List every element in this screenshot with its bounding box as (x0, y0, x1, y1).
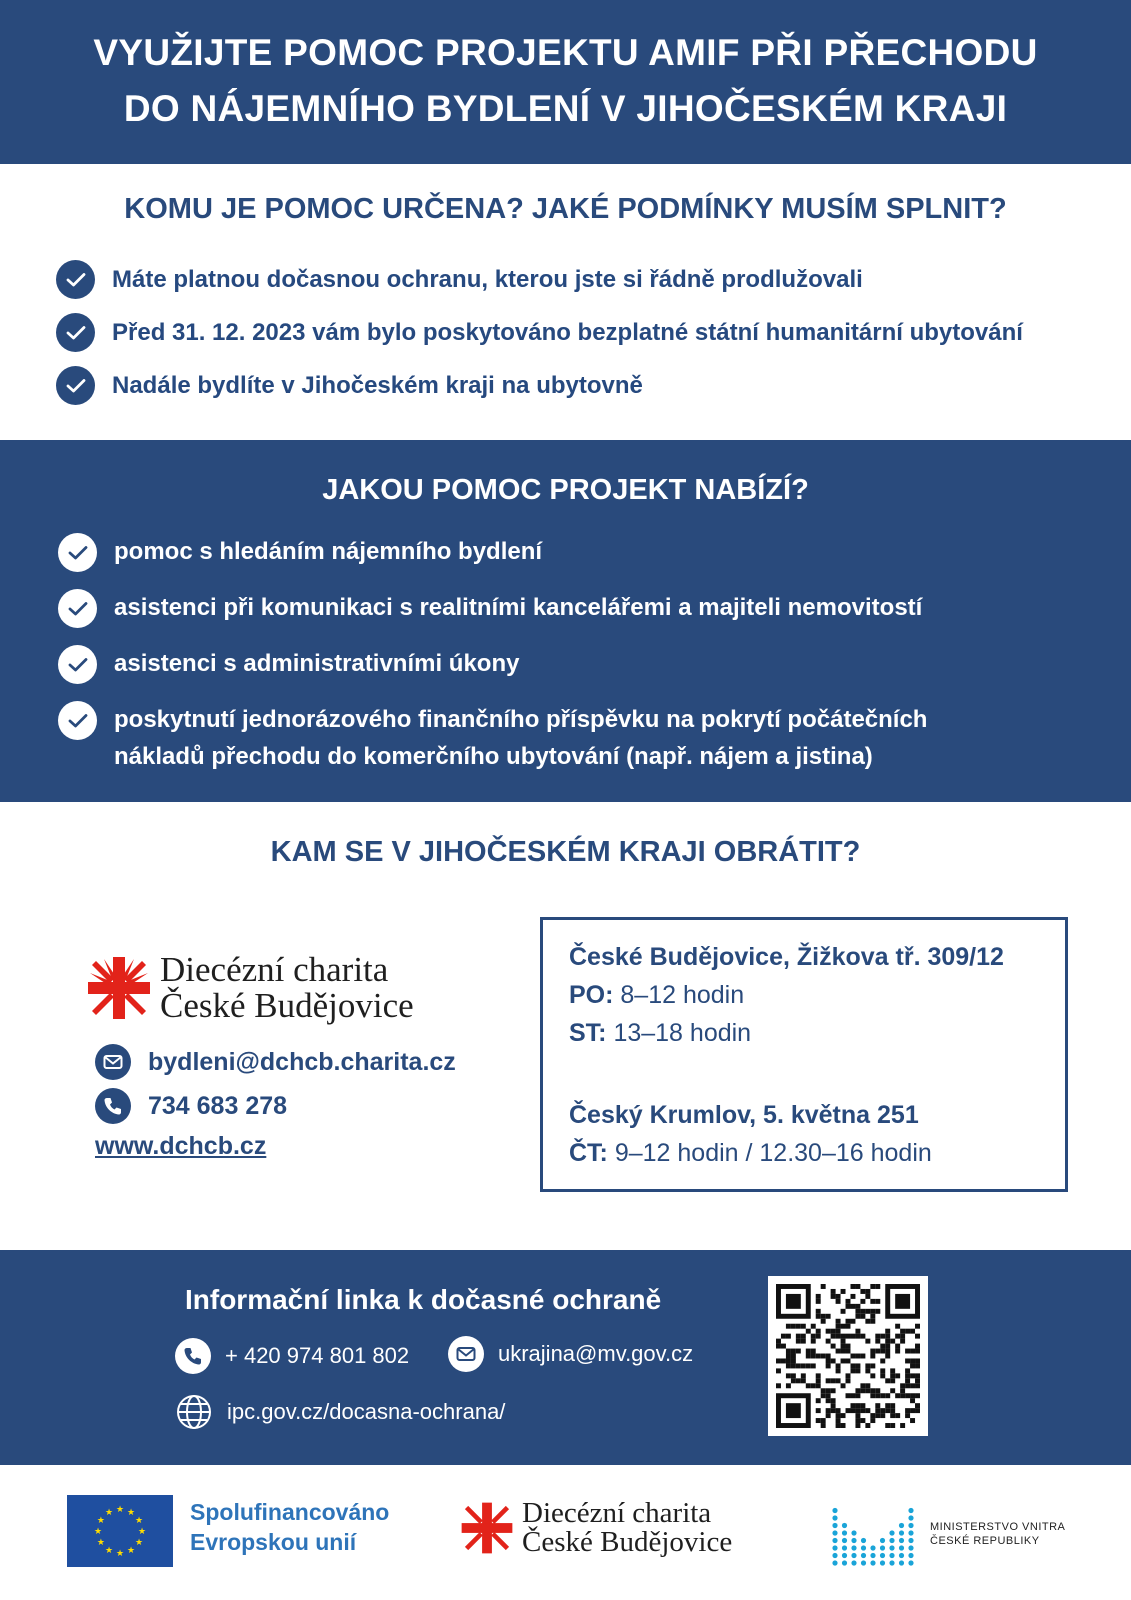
info-web (175, 1393, 505, 1431)
check-icon (56, 366, 95, 405)
eu-star-icon: ★ (104, 1506, 114, 1517)
info-phone (175, 1338, 409, 1374)
conditions-list (56, 253, 1023, 412)
title-line-1: VYUŽIJTE POMOC PROJEKTU AMIF PŘI PŘECHODU (93, 32, 1038, 73)
offer-section (0, 440, 1131, 802)
day-label: ČT: (569, 1139, 608, 1167)
check-icon (58, 533, 97, 572)
phone-number[interactable]: 734 683 278 (148, 1091, 288, 1120)
hours-value: 13–18 hodin (606, 1019, 752, 1047)
ministry-dots-icon (830, 1501, 916, 1567)
eu-star-icon: ★ (126, 1545, 136, 1556)
charita-cross-icon (86, 955, 152, 1021)
org-line-2: České Budějovice (160, 986, 414, 1025)
eu-cofinanced-text (190, 1497, 389, 1557)
list-item (58, 701, 994, 775)
info-title: Informační linka k dočasné ochraně (185, 1284, 662, 1315)
eu-star-icon: ★ (93, 1526, 103, 1536)
office1-address: České Budějovice, Žižkova tř. 309/12 (569, 943, 1004, 971)
charita-cross-icon (460, 1501, 514, 1555)
eu-star-icon: ★ (126, 1506, 136, 1517)
day-label: PO: (569, 981, 614, 1009)
page-title (0, 0, 1131, 137)
office-hours-box (540, 917, 1068, 1192)
info-line-section (0, 1250, 1131, 1465)
office1-hours-st (569, 1014, 1065, 1052)
offer-text: asistenci s administrativními úkony (114, 650, 520, 677)
info-website-link[interactable]: ipc.gov.cz/docasna-ochrana/ (227, 1399, 506, 1424)
eu-star-icon: ★ (96, 1515, 105, 1525)
eu-star-icon: ★ (137, 1526, 147, 1536)
mv-line-2: ČESKÉ REPUBLIKY (930, 1535, 1040, 1547)
charita-logo (86, 952, 414, 1024)
mv-line-1: MINISTERSTVO VNITRA (930, 1521, 1066, 1533)
list-item (56, 359, 1023, 412)
ministry-name (930, 1520, 1065, 1548)
eu-star-icon: ★ (115, 1504, 125, 1514)
footer-org-line-1: Diecézní charita (522, 1497, 712, 1529)
title-line-2: DO NÁJEMNÍHO BYDLENÍ V JIHOČESKÉM KRAJI (123, 88, 1008, 129)
condition-text: Máte platnou dočasnou ochranu, kterou jste si řádně prodlužovali (112, 265, 863, 293)
mail-icon (448, 1336, 484, 1372)
org-line-1: Diecézní charita (160, 950, 389, 989)
check-icon (58, 701, 97, 740)
offer-text: asistenci při komunikaci s realitními kancelářemi a majiteli nemovitostí (114, 594, 923, 621)
offer-title: JAKOU POMOC PROJEKT NABÍZÍ? (322, 474, 809, 506)
qr-code-image (776, 1284, 920, 1428)
charita-name (160, 952, 414, 1024)
list-item (56, 306, 1023, 359)
footer-charita-name (522, 1499, 732, 1557)
info-email-link[interactable]: ukrajina@mv.gov.cz (498, 1341, 694, 1366)
globe-icon (175, 1393, 213, 1431)
check-icon (56, 260, 95, 299)
condition-text: Před 31. 12. 2023 vám bylo poskytováno bezplatné státní humanitární ubytování (112, 318, 1023, 346)
eu-line-2: Evropskou unií (190, 1529, 357, 1555)
contact-phone (95, 1084, 456, 1128)
phone-icon (95, 1088, 131, 1124)
day-label: ST: (569, 1019, 607, 1047)
list-item (56, 253, 1023, 306)
offer-list (58, 533, 994, 792)
eu-star-icon: ★ (96, 1537, 105, 1547)
mail-icon (95, 1044, 131, 1080)
conditions-title: KOMU JE POMOC URČENA? JAKÉ PODMÍNKY MUSÍM SPLNIT? (124, 193, 1007, 225)
website-link[interactable]: www.dchcb.cz (95, 1132, 267, 1160)
list-item (58, 589, 994, 628)
contact-email (95, 1040, 456, 1084)
info-email (448, 1336, 693, 1372)
footer-charita-logo (460, 1499, 732, 1557)
office2-hours-ct (569, 1134, 1065, 1172)
header-banner (0, 0, 1131, 164)
contact-title: KAM SE V JIHOČESKÉM KRAJI OBRÁTIT? (270, 836, 861, 868)
hours-value: 9–12 hodin / 12.30–16 hodin (607, 1139, 932, 1167)
check-icon (58, 645, 97, 684)
offer-text: poskytnutí jednorázového finančního příspěvku na pokrytí počátečních nákladů přechodu do komerčního ubytování (např. nájem a jistina) (114, 706, 928, 770)
eu-star-icon: ★ (135, 1537, 144, 1547)
footer-org-line-2: České Budějovice (522, 1526, 733, 1558)
office2-address: Český Krumlov, 5. května 251 (569, 1101, 919, 1129)
check-icon (56, 313, 95, 352)
info-phone-number[interactable]: + 420 974 801 802 (225, 1343, 410, 1368)
condition-text: Nadále bydlíte v Jihočeském kraji na ubytovně (112, 371, 643, 399)
offer-text: pomoc s hledáním nájemního bydlení (114, 538, 543, 565)
list-item (58, 645, 994, 684)
check-icon (58, 589, 97, 628)
eu-star-icon: ★ (135, 1515, 144, 1525)
phone-icon (175, 1338, 211, 1374)
eu-star-icon: ★ (115, 1548, 125, 1558)
eu-star-icon: ★ (104, 1545, 114, 1556)
office1-hours-po (569, 976, 1065, 1014)
qr-code[interactable] (768, 1276, 928, 1436)
list-item (58, 533, 994, 572)
eu-flag-icon (67, 1495, 173, 1567)
email-link[interactable]: bydleni@dchcb.charita.cz (148, 1047, 456, 1076)
ministry-logo (830, 1501, 1065, 1567)
contact-lines (95, 1040, 456, 1161)
hours-value: 8–12 hodin (613, 981, 745, 1009)
eu-line-1: Spolufinancováno (190, 1499, 390, 1525)
footer-logos (0, 1465, 1131, 1600)
